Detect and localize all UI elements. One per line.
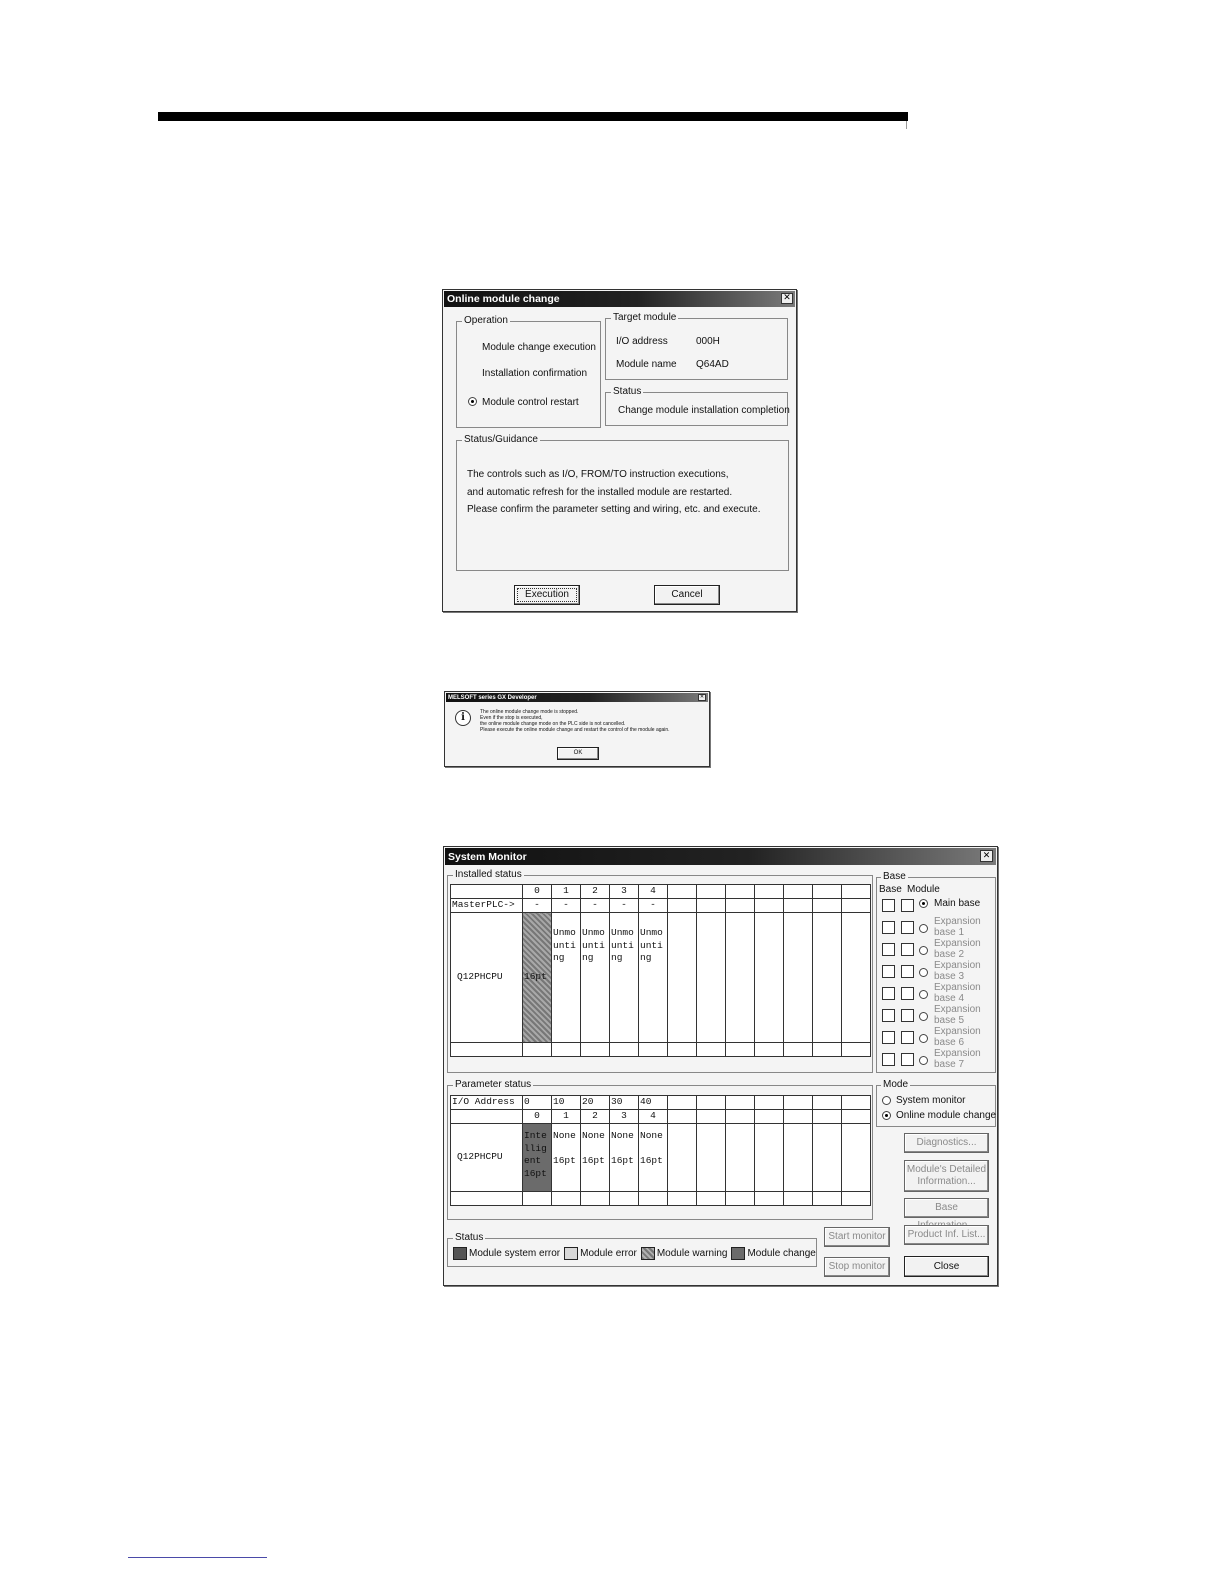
base-number-label: base 2 (934, 949, 965, 960)
param-slot-header-row-cell (755, 1110, 784, 1124)
installed-slot-cell-text: 16pt (524, 971, 547, 983)
param-slot-cell (726, 1124, 755, 1192)
base-row (877, 962, 995, 984)
param-slot-cell (581, 1124, 610, 1192)
system-monitor-titlebar (445, 848, 996, 865)
installed-master-row-cell-text: - (563, 899, 569, 911)
dialog-title: Online module change (447, 293, 560, 305)
param-slot-header-row-cell-text: 2 (592, 1110, 598, 1122)
status-legend-label: Status (455, 1232, 484, 1243)
status-legend-text: Module error (580, 1248, 637, 1260)
base-name-label[interactable]: Expansion (934, 1048, 981, 1059)
param-empty-cell (726, 1192, 755, 1206)
installed-master-row-cell (639, 899, 668, 913)
base-row (877, 1028, 995, 1050)
cancel-button[interactable]: Cancel (654, 585, 720, 605)
param-slot-header-row-cell (451, 1110, 523, 1124)
mode-group-label: Mode (883, 1079, 909, 1090)
product-information-list-button[interactable]: Product Inf. List... (904, 1225, 989, 1245)
module-column-label: Module (907, 884, 940, 895)
module-status-indicator (901, 943, 914, 956)
param-cpu-cell-text: Q12PHCPU (457, 1151, 503, 1163)
operation-group-label: Operation (464, 315, 508, 326)
installed-slot-cell (668, 913, 697, 1043)
installed-master-row-cell-text: MasterPLC-> (452, 899, 515, 911)
installed-empty-cell (813, 1043, 842, 1057)
io-address-row-cell (726, 1096, 755, 1110)
base-row (877, 918, 995, 940)
base-select-radio[interactable] (919, 1034, 928, 1043)
io-address-row-cell (755, 1096, 784, 1110)
param-slot-cell (668, 1124, 697, 1192)
io-address-row-cell-text: I/O Address (452, 1096, 515, 1108)
installed-master-row-cell (697, 899, 726, 913)
module-status-indicator (901, 1053, 914, 1066)
installed-empty-cell (610, 1043, 639, 1057)
installed-slot-header-row-cell (581, 885, 610, 899)
base-select-radio[interactable] (919, 990, 928, 999)
installed-empty-cell (552, 1043, 581, 1057)
installed-slot-cell-text (843, 913, 869, 927)
status-guidance-group (456, 434, 789, 571)
gx-developer-message-box (444, 691, 710, 767)
message-titlebar (446, 693, 708, 702)
param-slot-header-row-cell (842, 1110, 871, 1124)
param-slot-header-row-cell (523, 1110, 552, 1124)
installed-empty-cell (726, 1043, 755, 1057)
installed-empty-cell (451, 1043, 523, 1057)
installed-slot-header-row-cell-text: 2 (592, 885, 598, 897)
installed-slot-header-row-cell-text: 4 (650, 885, 656, 897)
module-detailed-information-button[interactable] (904, 1160, 989, 1192)
base-number-label: base 7 (934, 1059, 965, 1070)
installed-slot-cell (610, 913, 639, 1043)
installed-empty-cell (784, 1043, 813, 1057)
installed-slot-cell-text (785, 913, 811, 927)
installed-master-row-cell (552, 899, 581, 913)
status-legend-item (641, 1248, 728, 1259)
base-name-label[interactable]: Expansion (934, 938, 981, 949)
param-slot-header-row-cell (552, 1110, 581, 1124)
installed-slot-header-row-cell (610, 885, 639, 899)
installed-slot-cell (842, 913, 871, 1043)
base-status-indicator (882, 943, 895, 956)
status-group (605, 386, 790, 426)
param-empty-cell (581, 1192, 610, 1206)
installed-empty-cell (639, 1043, 668, 1057)
footnote-rule (128, 1557, 267, 1558)
param-slot-cell (639, 1124, 668, 1192)
base-status-indicator (882, 1053, 895, 1066)
installed-slot-row (451, 913, 871, 1043)
param-slot-header-row-cell-text: 4 (650, 1110, 656, 1122)
io-address-row-cell-text: 40 (640, 1096, 652, 1108)
system-monitor-window (443, 846, 998, 1286)
param-slot-cell-text: None 16pt (640, 1130, 663, 1166)
operation-option-control-restart[interactable]: Module control restart (482, 397, 579, 408)
system-monitor-option[interactable]: System monitor (896, 1095, 966, 1106)
io-address-row (451, 1096, 871, 1110)
parameter-status-label: Parameter status (455, 1079, 532, 1090)
installed-cpu-cell-text: Q12PHCPU (457, 971, 503, 983)
status-guidance-label: Status/Guidance (464, 434, 538, 445)
param-slot-header-row-cell-text: 3 (621, 1110, 627, 1122)
header-rule-tick (906, 121, 907, 129)
base-list (877, 896, 995, 1072)
operation-option-installation-confirmation[interactable]: Installation confirmation (482, 368, 588, 379)
installed-slot-cell-text: Unmo unti ng (611, 927, 634, 963)
base-name-label[interactable]: Expansion (934, 960, 981, 971)
installed-slot-cell-text (669, 913, 695, 927)
online-module-change-option[interactable]: Online module change (896, 1110, 997, 1121)
base-name-label[interactable]: Expansion (934, 1004, 981, 1015)
param-slot-header-row (451, 1110, 871, 1124)
base-number-label: base 5 (934, 1015, 965, 1026)
module-status-indicator (901, 1031, 914, 1044)
installed-slot-cell-text (756, 913, 782, 927)
installed-slot-cell (784, 913, 813, 1043)
module-status-indicator (901, 965, 914, 978)
installed-empty-cell (581, 1043, 610, 1057)
installed-master-row-cell-text: - (650, 899, 656, 911)
installed-empty-row (451, 1043, 871, 1057)
message-line: Please execute the online module change and restart the control of the module again. (480, 727, 670, 733)
installed-slot-header-row-cell (813, 885, 842, 899)
base-status-indicator (882, 1031, 895, 1044)
installed-slot-cell-text (698, 913, 724, 927)
installed-master-row-cell-text: - (534, 899, 540, 911)
base-number-label: base 4 (934, 993, 965, 1004)
status-legend-group (447, 1232, 817, 1267)
param-empty-cell (523, 1192, 552, 1206)
base-name-label[interactable]: Expansion (934, 1026, 981, 1037)
io-address-row-cell-text: 10 (553, 1096, 565, 1108)
installed-slot-header-row-cell (451, 885, 523, 899)
installed-master-row-cell (581, 899, 610, 913)
io-address-row-cell (697, 1096, 726, 1110)
io-address-row-cell (523, 1096, 552, 1110)
io-address-row-cell (581, 1096, 610, 1110)
io-address-row-cell (842, 1096, 871, 1110)
param-slot-cell (697, 1124, 726, 1192)
installed-empty-cell (668, 1043, 697, 1057)
param-empty-cell (552, 1192, 581, 1206)
installed-slot-header-row (451, 885, 871, 899)
installed-slot-cell (755, 913, 784, 1043)
param-empty-cell (784, 1192, 813, 1206)
param-slot-cell (610, 1124, 639, 1192)
base-select-radio[interactable] (919, 968, 928, 977)
module-control-restart-radio[interactable] (468, 397, 477, 406)
base-status-indicator (882, 1009, 895, 1022)
guidance-line: and automatic refresh for the installed module are restarted. (467, 487, 733, 498)
execution-button[interactable]: Execution (514, 585, 580, 605)
io-address-row-cell (784, 1096, 813, 1110)
installed-slot-header-row-cell (726, 885, 755, 899)
param-slot-header-row-cell-text: 1 (563, 1110, 569, 1122)
base-number-label: base 3 (934, 971, 965, 982)
base-row (877, 940, 995, 962)
header-rule (158, 112, 908, 121)
installed-status-table (450, 884, 871, 1057)
installed-empty-cell (842, 1043, 871, 1057)
installed-slot-header-row-cell (697, 885, 726, 899)
module-detailed-information-label: Module's Detailed Information... (906, 1164, 987, 1187)
io-address-row-cell-text: 0 (524, 1096, 530, 1108)
installed-master-row (451, 899, 871, 913)
stop-monitor-button[interactable]: Stop monitor (824, 1257, 890, 1277)
close-icon[interactable]: ✕ (980, 850, 993, 862)
status-legend-text: Module warning (656, 1248, 728, 1260)
io-address-row-cell (639, 1096, 668, 1110)
param-slot-header-row-cell (581, 1110, 610, 1124)
guidance-line: Please confirm the parameter setting and wiring, etc. and execute. (467, 504, 761, 515)
io-address-row-cell (813, 1096, 842, 1110)
installed-slot-header-row-cell (842, 885, 871, 899)
base-column-label: Base (879, 884, 902, 895)
io-address-row-cell (552, 1096, 581, 1110)
installed-slot-cell-text: Unmo unti ng (553, 927, 576, 963)
param-slot-header-row-cell (726, 1110, 755, 1124)
operation-option-change-execution[interactable]: Module change execution (482, 342, 596, 353)
installed-master-row-cell (813, 899, 842, 913)
installed-slot-cell (697, 913, 726, 1043)
status-color-swatch (641, 1247, 655, 1260)
installed-empty-cell (523, 1043, 552, 1057)
status-legend-text: Module change (747, 1248, 816, 1260)
mode-group (876, 1079, 997, 1127)
module-status-indicator (901, 921, 914, 934)
message-line: The online module change mode is stopped. (480, 709, 579, 715)
installed-slot-header-row-cell (523, 885, 552, 899)
module-status-indicator (901, 899, 914, 912)
param-slot-cell-text: None 16pt (611, 1130, 634, 1166)
base-select-radio[interactable] (919, 1056, 928, 1065)
online-module-change-dialog (442, 289, 797, 612)
installed-master-row-cell (755, 899, 784, 913)
base-information-button[interactable]: Base (904, 1198, 989, 1218)
installed-slot-cell-text: Unmo unti ng (640, 927, 663, 963)
io-address-label: I/O address (616, 336, 668, 347)
base-select-radio[interactable] (919, 924, 928, 933)
param-slot-header-row-cell-text: 0 (534, 1110, 540, 1122)
message-line: the online module change mode on the PLC side is not cancelled. (480, 721, 626, 727)
param-slot-cell (784, 1124, 813, 1192)
installed-master-row-cell (610, 899, 639, 913)
installed-slot-header-row-cell (784, 885, 813, 899)
param-empty-cell (668, 1192, 697, 1206)
base-status-indicator (882, 921, 895, 934)
ok-button[interactable]: OK (557, 747, 599, 760)
status-legend-item (731, 1248, 815, 1259)
param-cpu-cell (451, 1124, 523, 1192)
close-icon[interactable]: ✕ (781, 293, 793, 304)
info-icon: i (455, 710, 471, 726)
param-empty-row (451, 1192, 871, 1206)
status-legend-item (564, 1248, 637, 1259)
param-empty-cell (813, 1192, 842, 1206)
param-empty-cell (842, 1192, 871, 1206)
target-module-label: Target module (613, 312, 677, 323)
close-button[interactable]: Close (904, 1256, 989, 1277)
parameter-status-table (450, 1095, 871, 1206)
status-legend-item (453, 1248, 560, 1259)
param-slot-cell (813, 1124, 842, 1192)
installed-empty-cell (755, 1043, 784, 1057)
io-address-row-cell-text: 20 (582, 1096, 594, 1108)
online-module-change-radio[interactable] (882, 1111, 891, 1120)
installed-master-row-cell (451, 899, 523, 913)
base-number-label: base 1 (934, 927, 965, 938)
param-empty-cell (639, 1192, 668, 1206)
base-number-label: base 6 (934, 1037, 965, 1048)
base-row (877, 896, 995, 918)
status-label: Status (613, 386, 642, 397)
module-status-indicator (901, 987, 914, 1000)
base-status-indicator (882, 987, 895, 1000)
base-row (877, 1050, 995, 1072)
base-select-radio[interactable] (919, 1012, 928, 1021)
base-name-label[interactable]: Expansion (934, 982, 981, 993)
param-slot-cell (755, 1124, 784, 1192)
installed-master-row-cell (523, 899, 552, 913)
installed-slot-cell (581, 913, 610, 1043)
param-slot-header-row-cell (784, 1110, 813, 1124)
io-address-row-cell (610, 1096, 639, 1110)
installed-slot-header-row-cell-text: 1 (563, 885, 569, 897)
param-slot-cell (523, 1124, 552, 1192)
param-slot-cell (552, 1124, 581, 1192)
param-empty-cell (755, 1192, 784, 1206)
io-address-row-cell-text: 30 (611, 1096, 623, 1108)
param-slot-header-row-cell (668, 1110, 697, 1124)
param-slot-header-row-cell (610, 1110, 639, 1124)
status-legend-text: Module system error (469, 1248, 561, 1260)
module-name-value: Q64AD (696, 359, 729, 370)
message-line: Even if the stop is executed, (480, 715, 543, 721)
module-status-indicator (901, 1009, 914, 1022)
base-row (877, 1006, 995, 1028)
installed-slot-cell (813, 913, 842, 1043)
operation-group (456, 315, 601, 428)
installed-slot-header-row-cell (668, 885, 697, 899)
installed-master-row-cell (668, 899, 697, 913)
base-select-radio[interactable] (919, 899, 928, 908)
io-address-row-cell (668, 1096, 697, 1110)
installed-master-row-cell-text: - (621, 899, 627, 911)
param-empty-cell (610, 1192, 639, 1206)
installed-slot-cell (639, 913, 668, 1043)
base-status-indicator (882, 965, 895, 978)
start-monitor-button[interactable]: Start monitor (824, 1227, 890, 1247)
installed-slot-header-row-cell (552, 885, 581, 899)
installed-master-row-cell (842, 899, 871, 913)
base-name-label[interactable]: Expansion (934, 916, 981, 927)
installed-slot-cell-text (727, 913, 753, 927)
system-monitor-radio[interactable] (882, 1096, 891, 1105)
base-status-indicator (882, 899, 895, 912)
status-color-swatch (453, 1247, 467, 1260)
installed-empty-cell (697, 1043, 726, 1057)
param-slot-row (451, 1124, 871, 1192)
installed-master-row-cell-text: - (592, 899, 598, 911)
param-slot-cell-text: Inte llig ent 16pt (524, 1130, 547, 1179)
installed-cpu-cell (451, 913, 523, 1043)
status-color-swatch (731, 1247, 745, 1260)
installed-slot-cell (552, 913, 581, 1043)
installed-slot-cell-text (814, 913, 840, 927)
param-slot-header-row-cell (813, 1110, 842, 1124)
status-legend-items (453, 1247, 820, 1260)
installed-master-row-cell (726, 899, 755, 913)
base-group (876, 871, 996, 1073)
param-slot-cell-text: None 16pt (553, 1130, 576, 1166)
installed-slot-header-row-cell-text: 3 (621, 885, 627, 897)
installed-slot-cell (726, 913, 755, 1043)
param-slot-header-row-cell (639, 1110, 668, 1124)
base-row (877, 984, 995, 1006)
close-icon[interactable]: ✕ (699, 694, 705, 700)
param-empty-cell (451, 1192, 523, 1206)
base-select-radio[interactable] (919, 946, 928, 955)
io-address-row-cell (451, 1096, 523, 1110)
system-monitor-title: System Monitor (448, 850, 527, 863)
target-module-group (605, 312, 788, 380)
module-name-label: Module name (616, 359, 677, 370)
dialog-titlebar (444, 291, 795, 307)
message-title: MELSOFT series GX Developer (448, 694, 537, 701)
installed-slot-cell (523, 913, 552, 1043)
guidance-line: The controls such as I/O, FROM/TO instruction executions, (467, 469, 729, 480)
param-empty-cell (697, 1192, 726, 1206)
param-slot-cell (842, 1124, 871, 1192)
installed-slot-header-row-cell (639, 885, 668, 899)
param-slot-cell-text: None 16pt (582, 1130, 605, 1166)
base-name-label[interactable]: Main base (934, 898, 981, 909)
installed-status-label: Installed status (455, 869, 522, 880)
status-color-swatch (564, 1247, 578, 1260)
installed-master-row-cell (784, 899, 813, 913)
installed-slot-cell-text: Unmo unti ng (582, 927, 605, 963)
diagnostics-button[interactable]: Diagnostics... (904, 1133, 989, 1153)
io-address-value: 000H (696, 336, 720, 347)
installed-slot-header-row-cell-text: 0 (534, 885, 540, 897)
base-group-label: Base (883, 871, 906, 882)
param-slot-header-row-cell (697, 1110, 726, 1124)
installed-slot-header-row-cell (755, 885, 784, 899)
status-value: Change module installation completion (618, 405, 790, 416)
